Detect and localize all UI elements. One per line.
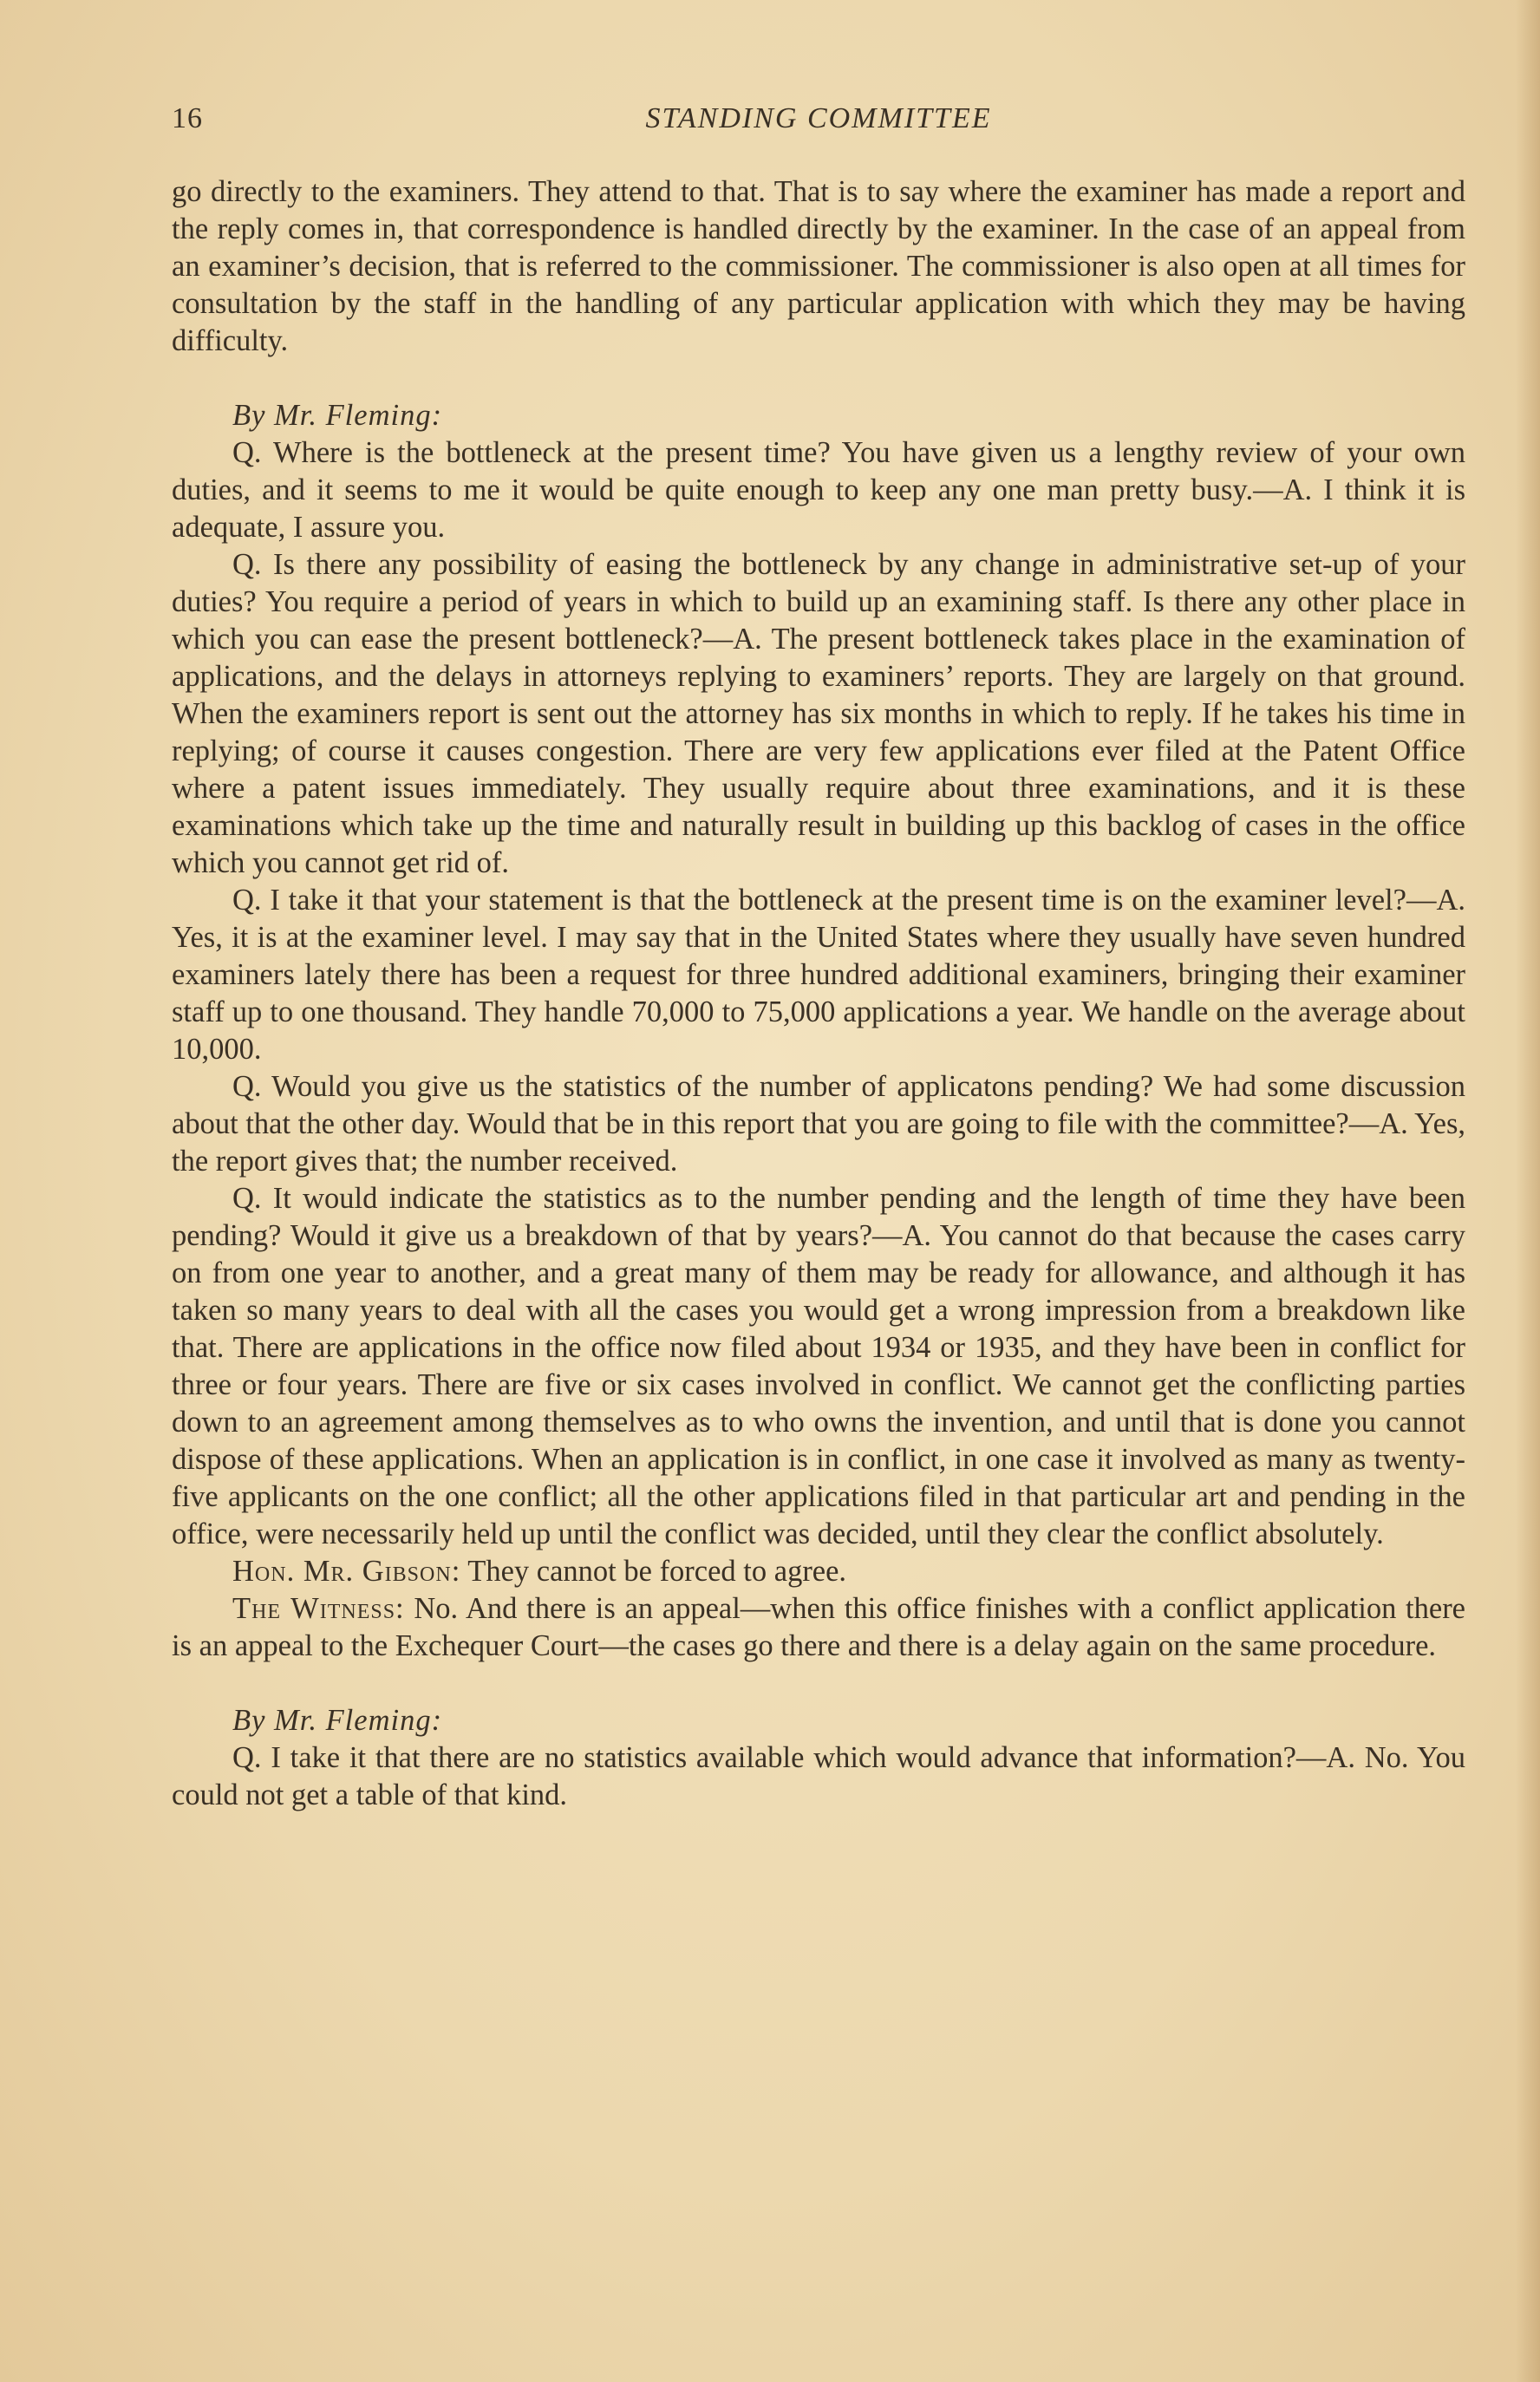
speaker-gibson: Hon. Mr. Gibson: bbox=[232, 1555, 461, 1588]
question-answer-6: Q. I take it that there are no statistics available which would advance that information?—A. No. You could not get a table of that kind. bbox=[172, 1741, 1465, 1811]
question-answer-1: Q. Where is the bottleneck at the present time? You have given us a lengthy review of your own duties, and it seems to me it would be quite enough to keep any one man pretty busy.—A. I think it is adequate, I assure you. bbox=[172, 436, 1465, 544]
question-answer-5: Q. It would indicate the statistics as to the number pending and the length of time they have been pending? Would it give us a breakdown of that by years?—A. You cannot do that because the cases carry on from one year to another, and a great many of them may be ready for allowance, and although it has taken so many years to deal with all the cases you would get a wrong impression from a breakdown like that. There are applications in the office now filed about 1934 or 1935, and they have been in conflict for three or four years. There are five or six cases involved in conflict. We cannot get the conflicting parties down to an agreement among themselves as to who owns the invention, and until that is done you cannot dispose of these applications. When an application is in conflict, in one case it involved as many as twenty-five applicants on the one conflict; all the other applications filed in that particular art and pending in the office, were necessarily held up until the conflict was decided, until they clear the conflict absolutely. bbox=[172, 1182, 1465, 1550]
gibson-remark bbox=[172, 1553, 1465, 1590]
running-head: STANDING COMMITTEE bbox=[645, 102, 992, 134]
witness-remark bbox=[172, 1590, 1465, 1665]
byline-fleming-1: By Mr. Fleming: bbox=[232, 399, 443, 432]
opening-paragraph: go directly to the examiners. They attend to that. That is to say where the examiner has made a report and the reply comes in, that correspondence is handled directly by the examiner. In the case of an appeal from an examiner’s decision, that is referred to the commissioner. The commissioner is also open at all times for consultation by the staff in the handling of any particular application with which they may be having difficulty. bbox=[172, 175, 1465, 357]
witness-remark-text: No. And there is an appeal—when this office finishes with a conflict application there is an appeal to the Exchequer Court—the cases go there and there is a delay again on the same procedure. bbox=[172, 1592, 1465, 1662]
gibson-remark-text: They cannot be forced to agree. bbox=[460, 1555, 847, 1588]
page-number: 16 bbox=[172, 102, 203, 134]
question-answer-4: Q. Would you give us the statistics of the number of applicatons pending? We had some discussion about that the other day. Would that be in this report that you are going to file with the committee?—A. Yes, the report gives that; the number received. bbox=[172, 1070, 1465, 1178]
body-text bbox=[172, 173, 1465, 1814]
question-answer-3: Q. I take it that your statement is that the bottleneck at the present time is on the examiner level?—A. Yes, it is at the examiner level. I may say that in the United States where they usually have seven hundred examiners lately there has been a request for three hundred additional examiners, bringing their examiner staff up to one thousand. They handle 70,000 to 75,000 applications a year. We handle on the average about 10,000. bbox=[172, 884, 1465, 1066]
page-edge-shadow bbox=[1516, 0, 1540, 2382]
page-header bbox=[172, 102, 1465, 144]
question-answer-2: Q. Is there any possibility of easing the bottleneck by any change in administrative set-up of your duties? You require a period of years in which to build up an examining staff. Is there any other place in which you can ease the present bottleneck?—A. The present bottleneck takes place in the examination of applications, and the delays in attorneys replying to examiners’ reports. They are largely on that ground. When the examiners report is sent out the attorney has six months in which to reply. If he takes his time in replying; of course it causes congestion. There are very few applications ever filed at the Patent Office where a patent issues immediately. They usually require about three examinations, and it is these examinations which take up the time and naturally result in building up this backlog of cases in the office which you cannot get rid of. bbox=[172, 548, 1465, 879]
byline-fleming-2: By Mr. Fleming: bbox=[232, 1704, 443, 1737]
speaker-witness: The Witness: bbox=[232, 1592, 405, 1625]
